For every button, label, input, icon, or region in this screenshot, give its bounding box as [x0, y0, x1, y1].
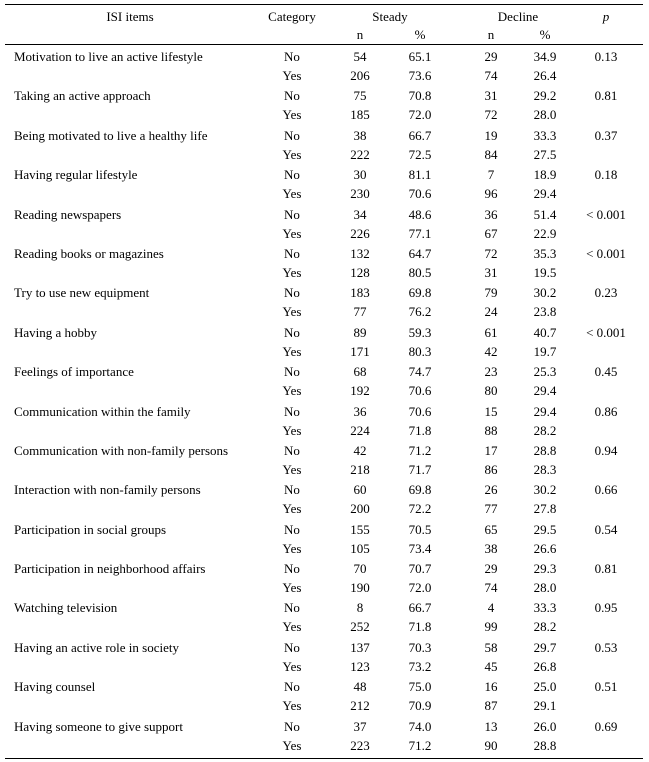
- yes-decline-pct: 29.1: [533, 698, 557, 714]
- yes-decline-pct: 28.2: [533, 619, 557, 635]
- yes-steady-n: 226: [350, 225, 370, 241]
- no-decline-pct: 29.7: [533, 639, 557, 655]
- no-steady-n: 37: [353, 718, 367, 734]
- no-category: No: [284, 245, 300, 261]
- yes-category: Yes: [282, 422, 302, 438]
- no-steady-n: 30: [353, 167, 367, 183]
- yes-category: Yes: [282, 580, 302, 596]
- no-category: No: [284, 88, 300, 104]
- no-steady-pct: 59.3: [408, 324, 432, 340]
- no-category: No: [284, 679, 300, 695]
- item-label: Having counsel: [14, 679, 96, 695]
- yes-steady-n: 206: [350, 68, 370, 83]
- no-steady-pct: 69.8: [408, 482, 432, 498]
- table-row-group: [5, 205, 643, 244]
- yes-decline-n: 86: [484, 461, 498, 477]
- item-label: Interaction with non-family persons: [14, 482, 201, 498]
- table-row-group: [5, 47, 643, 86]
- no-decline-pct: 29.2: [533, 88, 557, 104]
- p-value: 0.51: [594, 679, 618, 695]
- table-row-group: [5, 441, 643, 480]
- no-decline-n: 58: [484, 639, 498, 655]
- no-decline-pct: 33.3: [533, 127, 557, 143]
- yes-decline-n: 45: [484, 658, 498, 674]
- no-decline-pct: 25.0: [533, 679, 557, 695]
- no-decline-n: 7: [487, 167, 495, 183]
- no-steady-pct: 81.1: [408, 167, 432, 183]
- yes-steady-pct: 77.1: [408, 225, 432, 241]
- yes-decline-pct: 28.0: [533, 580, 557, 596]
- no-decline-n: 72: [484, 245, 498, 261]
- yes-category: Yes: [282, 304, 302, 320]
- no-steady-pct: 70.3: [408, 639, 432, 655]
- yes-steady-pct: 73.2: [408, 658, 432, 674]
- p-value: < 0.001: [586, 245, 626, 261]
- table-row-group: [5, 559, 643, 598]
- header-rule: [5, 44, 643, 45]
- yes-steady-pct: 70.6: [408, 186, 432, 202]
- yes-steady-pct: 76.2: [408, 304, 432, 320]
- yes-steady-pct: 71.8: [408, 619, 432, 635]
- no-steady-n: 68: [353, 364, 367, 380]
- p-value: 0.23: [594, 285, 618, 301]
- no-decline-pct: 30.2: [533, 285, 557, 301]
- no-steady-n: 48: [353, 679, 367, 695]
- yes-decline-pct: 26.8: [533, 658, 557, 674]
- yes-category: Yes: [282, 619, 302, 635]
- p-value: 0.69: [594, 718, 618, 734]
- yes-decline-n: 72: [484, 107, 498, 123]
- item-label: Having a hobby: [14, 324, 98, 340]
- no-steady-pct: 74.7: [408, 364, 432, 380]
- yes-category: Yes: [282, 107, 302, 123]
- yes-decline-n: 77: [484, 501, 498, 517]
- no-decline-n: 26: [484, 482, 498, 498]
- p-value: 0.54: [594, 521, 618, 537]
- no-category: No: [284, 442, 300, 458]
- yes-steady-n: 222: [350, 146, 370, 162]
- no-category: No: [284, 127, 300, 143]
- no-steady-pct: 69.8: [408, 285, 432, 301]
- no-steady-pct: 65.1: [408, 49, 432, 64]
- no-steady-pct: 70.8: [408, 88, 432, 104]
- no-steady-pct: 70.5: [408, 521, 432, 537]
- no-decline-pct: 30.2: [533, 482, 557, 498]
- table-row-group: [5, 165, 643, 204]
- table-row-group: [5, 598, 643, 637]
- yes-decline-pct: 19.7: [533, 343, 557, 359]
- no-decline-pct: 18.9: [533, 167, 557, 183]
- no-steady-n: 54: [353, 49, 367, 64]
- yes-decline-pct: 28.2: [533, 422, 557, 438]
- yes-steady-pct: 73.4: [408, 540, 432, 556]
- no-steady-n: 89: [353, 324, 367, 340]
- no-steady-n: 75: [353, 88, 367, 104]
- yes-category: Yes: [282, 737, 302, 753]
- no-category: No: [284, 364, 300, 380]
- no-decline-n: 29: [484, 561, 498, 577]
- yes-category: Yes: [282, 383, 302, 399]
- p-value: 0.66: [594, 482, 618, 498]
- item-label: Reading books or magazines: [14, 245, 164, 261]
- yes-decline-n: 96: [484, 186, 498, 202]
- yes-steady-pct: 73.6: [408, 68, 432, 83]
- no-steady-pct: 66.7: [408, 600, 432, 616]
- yes-decline-n: 84: [484, 146, 498, 162]
- yes-decline-pct: 23.8: [533, 304, 557, 320]
- no-steady-pct: 66.7: [408, 127, 432, 143]
- yes-decline-pct: 27.8: [533, 501, 557, 517]
- table-row-group: [5, 520, 643, 559]
- yes-category: Yes: [282, 343, 302, 359]
- header-p: p: [602, 9, 610, 24]
- no-decline-n: 61: [484, 324, 498, 340]
- yes-decline-pct: 26.6: [533, 540, 557, 556]
- yes-steady-n: 185: [350, 107, 370, 123]
- no-decline-pct: 25.3: [533, 364, 557, 380]
- table-bottom-rule: [5, 758, 643, 759]
- header-steady: Steady: [372, 9, 408, 24]
- no-decline-n: 4: [487, 600, 495, 616]
- yes-decline-n: 88: [484, 422, 498, 438]
- yes-steady-pct: 72.0: [408, 580, 432, 596]
- item-label: Motivation to live an active lifestyle: [14, 49, 203, 64]
- no-steady-n: 60: [353, 482, 367, 498]
- no-steady-n: 70: [353, 561, 367, 577]
- table-row-group: [5, 283, 643, 322]
- no-category: No: [284, 521, 300, 537]
- no-steady-pct: 74.0: [408, 718, 432, 734]
- p-value: 0.81: [594, 88, 618, 104]
- p-value: 0.95: [594, 600, 618, 616]
- no-decline-pct: 28.8: [533, 442, 557, 458]
- yes-decline-pct: 19.5: [533, 264, 557, 280]
- no-steady-n: 183: [350, 285, 370, 301]
- no-decline-pct: 29.3: [533, 561, 557, 577]
- yes-decline-n: 87: [484, 698, 498, 714]
- header-decline: Decline: [497, 9, 539, 24]
- no-category: No: [284, 600, 300, 616]
- no-decline-n: 36: [484, 206, 498, 222]
- table-row-group: [5, 362, 643, 401]
- table-row-group: [5, 323, 643, 362]
- no-steady-pct: 71.2: [408, 442, 432, 458]
- yes-decline-pct: 22.9: [533, 225, 557, 241]
- no-steady-pct: 70.7: [408, 561, 432, 577]
- p-value: 0.13: [594, 49, 618, 64]
- yes-decline-pct: 29.4: [533, 383, 557, 399]
- yes-decline-pct: 29.4: [533, 186, 557, 202]
- yes-decline-pct: 26.4: [533, 68, 557, 83]
- yes-steady-pct: 72.0: [408, 107, 432, 123]
- no-steady-n: 38: [353, 127, 367, 143]
- no-decline-n: 19: [484, 127, 498, 143]
- yes-steady-pct: 80.3: [408, 343, 432, 359]
- table-row-group: [5, 717, 643, 756]
- no-steady-pct: 70.6: [408, 403, 432, 419]
- item-label: Communication within the family: [14, 403, 191, 419]
- no-decline-pct: 29.5: [533, 521, 557, 537]
- no-steady-pct: 64.7: [408, 245, 432, 261]
- item-label: Communication with non-family persons: [14, 442, 229, 458]
- p-value: 0.45: [594, 364, 618, 380]
- no-decline-n: 29: [484, 49, 498, 64]
- p-value: 0.37: [594, 127, 618, 143]
- yes-steady-n: 224: [350, 422, 370, 438]
- header-isi-items: ISI items: [106, 9, 154, 24]
- header-decline-pct: %: [539, 27, 551, 42]
- no-steady-n: 8: [356, 600, 364, 616]
- yes-decline-n: 31: [484, 264, 498, 280]
- p-value: < 0.001: [586, 206, 626, 222]
- yes-decline-n: 80: [484, 383, 498, 399]
- yes-steady-pct: 70.9: [408, 698, 432, 714]
- yes-decline-n: 74: [484, 580, 498, 596]
- yes-steady-n: 252: [350, 619, 370, 635]
- no-decline-n: 65: [484, 521, 498, 537]
- no-decline-pct: 33.3: [533, 600, 557, 616]
- yes-steady-n: 190: [350, 580, 370, 596]
- no-steady-n: 132: [350, 245, 370, 261]
- no-steady-n: 137: [350, 639, 370, 655]
- no-decline-pct: 40.7: [533, 324, 557, 340]
- no-category: No: [284, 49, 300, 64]
- item-label: Watching television: [14, 600, 118, 616]
- p-value: 0.86: [594, 403, 618, 419]
- table-row-group: [5, 402, 643, 441]
- yes-steady-pct: 80.5: [408, 264, 432, 280]
- yes-decline-n: 99: [484, 619, 498, 635]
- yes-steady-n: 171: [350, 343, 370, 359]
- yes-decline-pct: 27.5: [533, 146, 557, 162]
- no-category: No: [284, 403, 300, 419]
- yes-category: Yes: [282, 501, 302, 517]
- yes-decline-pct: 28.3: [533, 461, 557, 477]
- no-steady-n: 34: [353, 206, 367, 222]
- no-decline-n: 16: [484, 679, 498, 695]
- table-body: [5, 47, 643, 756]
- yes-category: Yes: [282, 461, 302, 477]
- no-decline-n: 79: [484, 285, 498, 301]
- table-row-group: [5, 677, 643, 716]
- yes-steady-n: 123: [350, 658, 370, 674]
- yes-steady-pct: 71.2: [408, 737, 432, 753]
- table-row-group: [5, 126, 643, 165]
- p-value: < 0.001: [586, 324, 626, 340]
- item-label: Reading newspapers: [14, 206, 122, 222]
- yes-decline-n: 90: [484, 737, 498, 753]
- item-label: Being motivated to live a healthy life: [14, 127, 208, 143]
- table-header: [5, 4, 643, 45]
- no-steady-pct: 48.6: [408, 206, 432, 222]
- yes-category: Yes: [282, 68, 302, 83]
- yes-category: Yes: [282, 186, 302, 202]
- table-row-group: [5, 244, 643, 283]
- no-category: No: [284, 561, 300, 577]
- no-steady-n: 36: [353, 403, 367, 419]
- item-label: Try to use new equipment: [14, 285, 150, 301]
- yes-steady-n: 105: [350, 540, 370, 556]
- no-decline-pct: 34.9: [533, 49, 557, 64]
- item-label: Having someone to give support: [14, 718, 183, 734]
- p-value: 0.53: [594, 639, 618, 655]
- no-decline-pct: 35.3: [533, 245, 557, 261]
- yes-category: Yes: [282, 658, 302, 674]
- header-decline-n: n: [487, 27, 495, 42]
- yes-category: Yes: [282, 225, 302, 241]
- yes-category: Yes: [282, 698, 302, 714]
- no-category: No: [284, 285, 300, 301]
- yes-steady-n: 223: [350, 737, 370, 753]
- header-steady-pct: %: [414, 27, 426, 42]
- yes-decline-pct: 28.8: [533, 737, 557, 753]
- yes-steady-pct: 71.8: [408, 422, 432, 438]
- item-label: Participation in neighborhood affairs: [14, 561, 206, 577]
- table-row-group: [5, 480, 643, 519]
- table-row-group: [5, 638, 643, 677]
- table-row-group: [5, 86, 643, 125]
- no-category: No: [284, 324, 300, 340]
- yes-steady-n: 218: [350, 461, 370, 477]
- no-decline-n: 23: [484, 364, 498, 380]
- no-category: No: [284, 482, 300, 498]
- yes-steady-n: 128: [350, 264, 370, 280]
- yes-steady-n: 230: [350, 186, 370, 202]
- yes-steady-pct: 71.7: [408, 461, 432, 477]
- no-category: No: [284, 718, 300, 734]
- no-decline-pct: 29.4: [533, 403, 557, 419]
- no-steady-n: 42: [353, 442, 367, 458]
- no-decline-pct: 26.0: [533, 718, 557, 734]
- p-value: 0.81: [594, 561, 618, 577]
- p-value: 0.18: [594, 167, 618, 183]
- no-category: No: [284, 206, 300, 222]
- item-label: Having regular lifestyle: [14, 167, 138, 183]
- header-steady-n: n: [356, 27, 364, 42]
- yes-steady-n: 212: [350, 698, 370, 714]
- item-label: Feelings of importance: [14, 364, 134, 380]
- header-category: Category: [268, 9, 316, 24]
- yes-decline-n: 74: [484, 68, 498, 83]
- yes-decline-n: 24: [484, 304, 498, 320]
- no-decline-n: 13: [484, 718, 498, 734]
- no-category: No: [284, 639, 300, 655]
- no-steady-pct: 75.0: [408, 679, 432, 695]
- yes-decline-n: 42: [484, 343, 498, 359]
- yes-steady-n: 77: [353, 304, 367, 320]
- yes-category: Yes: [282, 264, 302, 280]
- no-steady-n: 155: [350, 521, 370, 537]
- no-decline-n: 17: [484, 442, 498, 458]
- yes-steady-n: 192: [350, 383, 370, 399]
- no-decline-n: 31: [484, 88, 498, 104]
- yes-steady-pct: 72.2: [408, 501, 432, 517]
- yes-decline-n: 67: [484, 225, 498, 241]
- no-decline-pct: 51.4: [533, 206, 557, 222]
- yes-steady-pct: 72.5: [408, 146, 432, 162]
- yes-steady-n: 200: [350, 501, 370, 517]
- no-decline-n: 15: [484, 403, 498, 419]
- item-label: Participation in social groups: [14, 521, 167, 537]
- yes-category: Yes: [282, 146, 302, 162]
- no-category: No: [284, 167, 300, 183]
- yes-category: Yes: [282, 540, 302, 556]
- yes-decline-pct: 28.0: [533, 107, 557, 123]
- p-value: 0.94: [594, 442, 618, 458]
- yes-decline-n: 38: [484, 540, 498, 556]
- yes-steady-pct: 70.6: [408, 383, 432, 399]
- item-label: Having an active role in society: [14, 639, 179, 655]
- item-label: Taking an active approach: [14, 88, 151, 104]
